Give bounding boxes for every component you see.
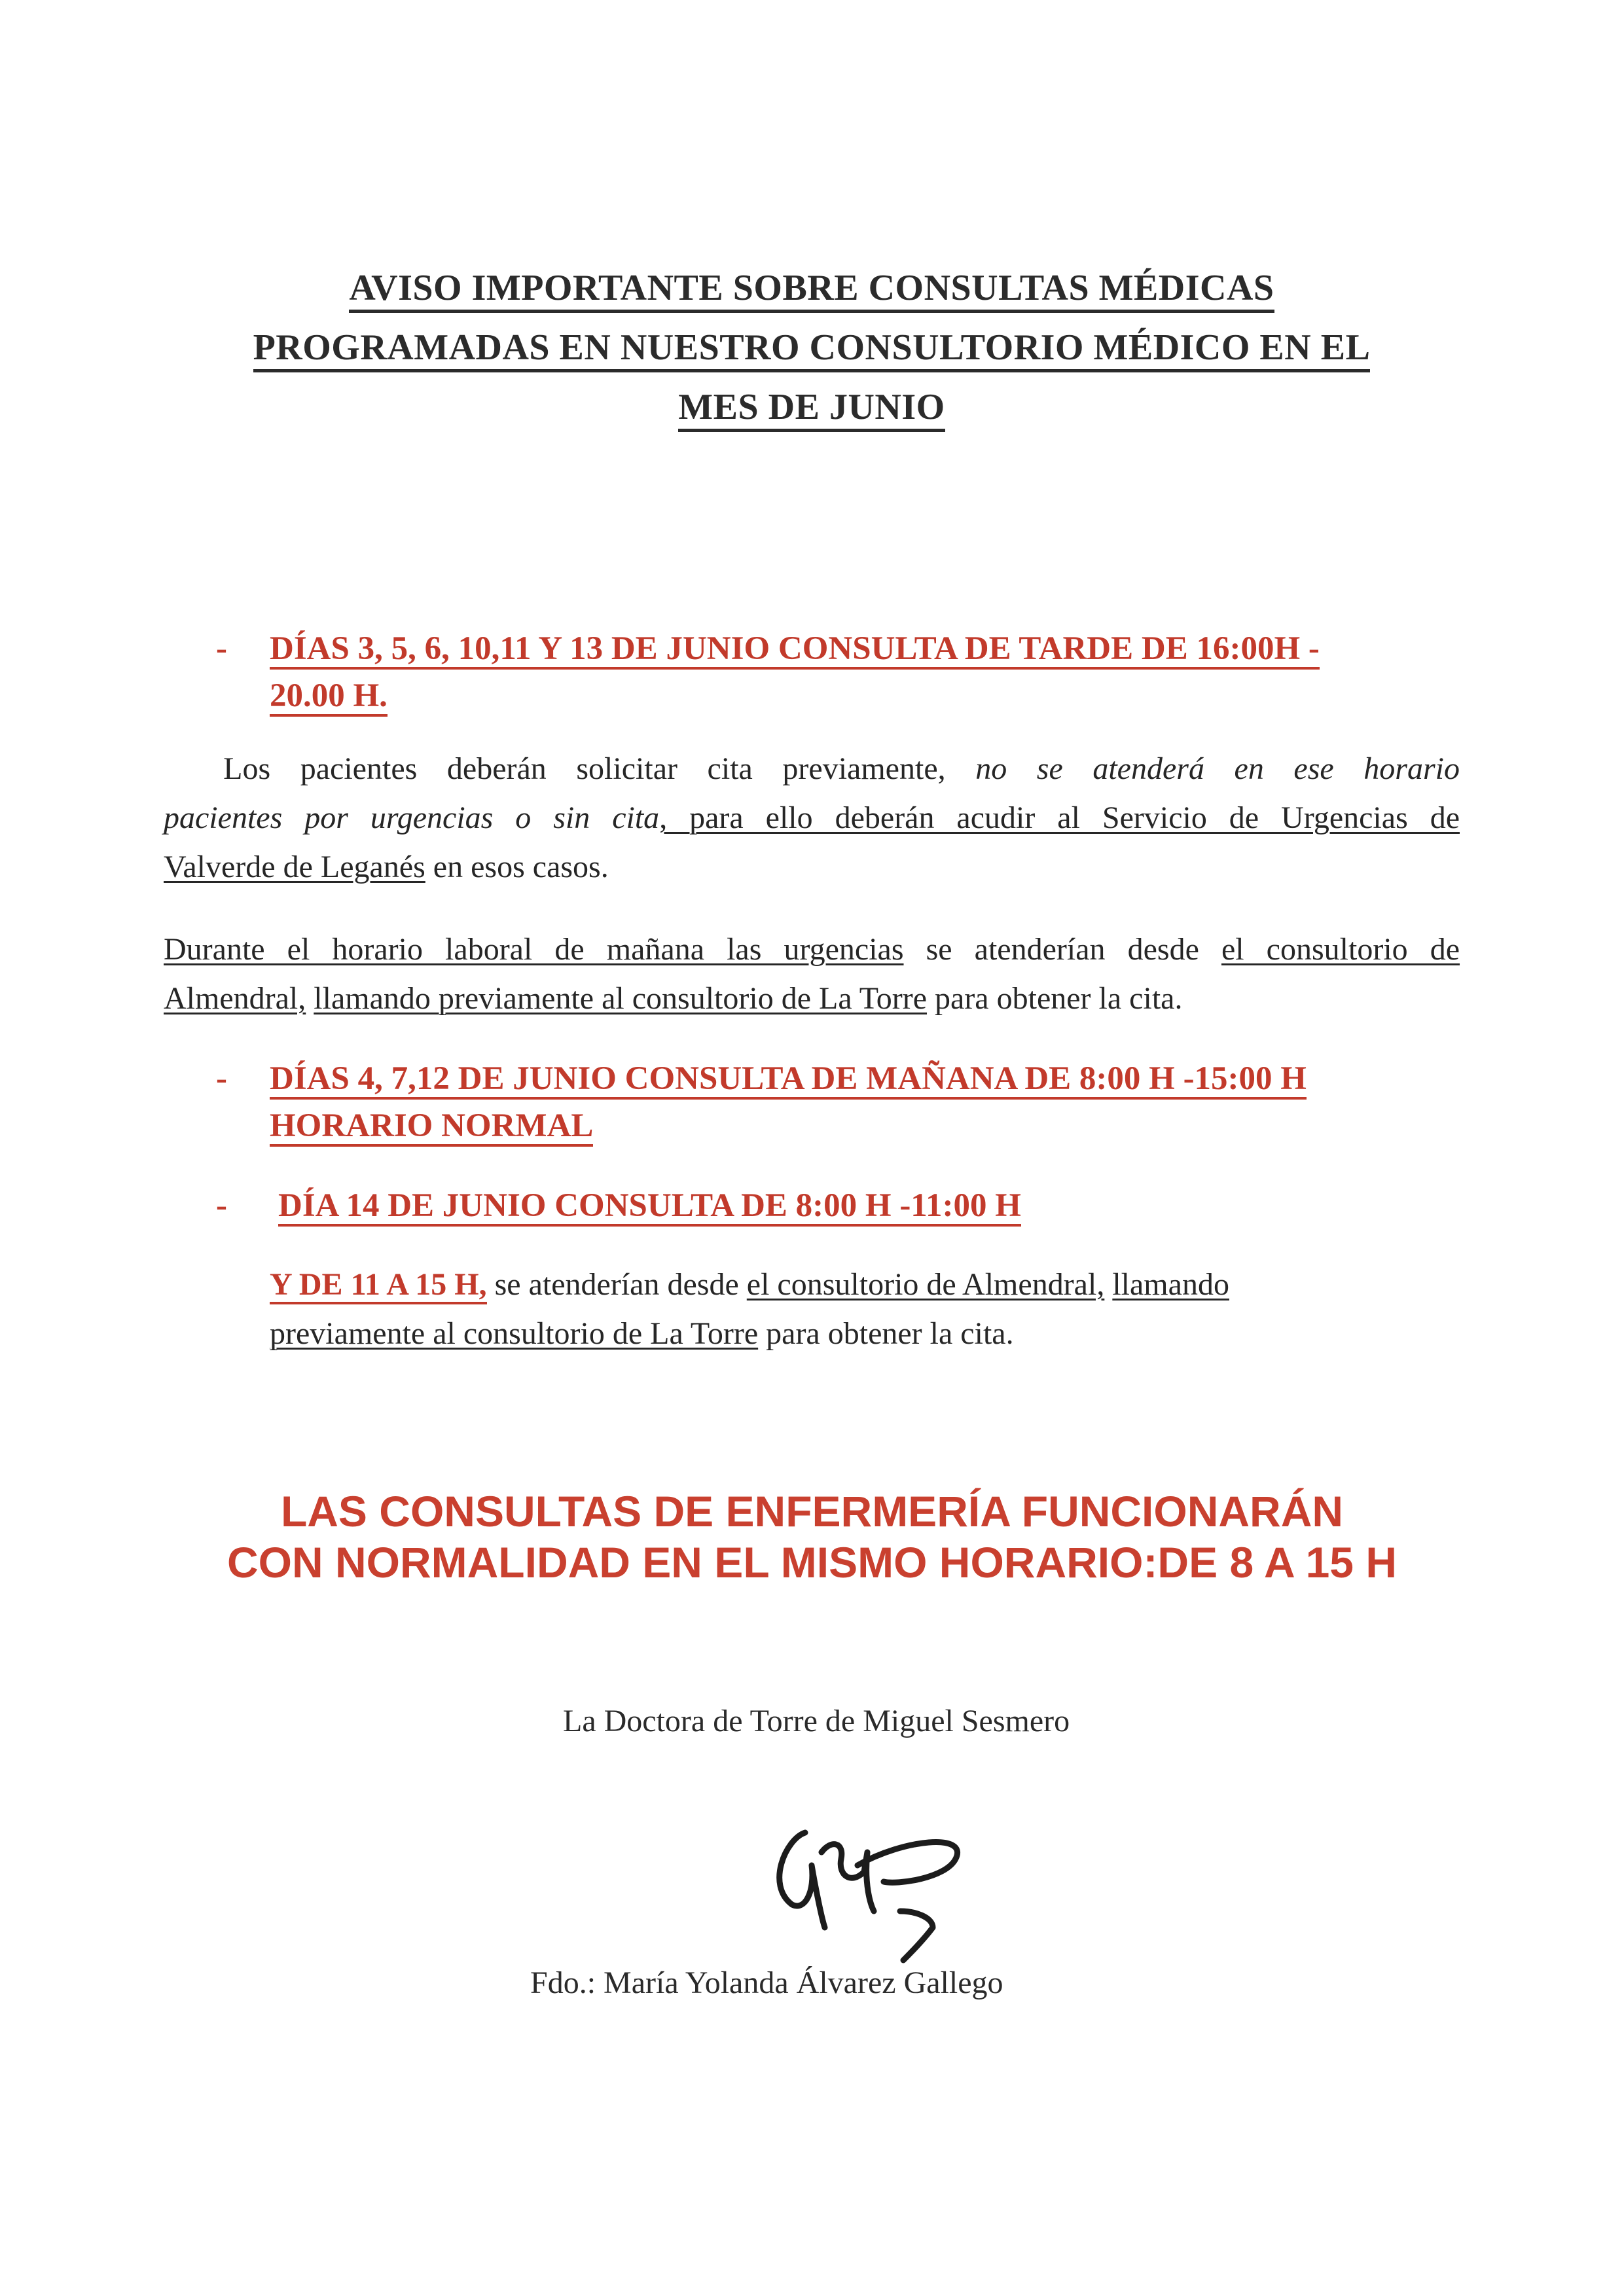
- patients-paragraph: [164, 744, 1460, 891]
- day14-paragraph-line-2: previamente al consultorio de La Torre para obtener la cita.: [270, 1316, 1014, 1351]
- bullet-dash: -: [216, 1187, 227, 1224]
- patients-paragraph-line-1: Los pacientes deberán solicitar cita previamente, no se atenderá en ese horario: [223, 751, 1460, 786]
- signature-name: Fdo.: María Yolanda Álvarez Gallego: [530, 1965, 1003, 2000]
- title-line-3: MES DE JUNIO: [164, 378, 1460, 437]
- bullet-dash: -: [216, 630, 227, 667]
- title-line-1: AVISO IMPORTANTE SOBRE CONSULTAS MÉDICAS: [164, 259, 1460, 318]
- schedule-item-afternoon-line-1: DÍAS 3, 5, 6, 10,11 Y 13 DE JUNIO CONSULTA DE TARDE DE 16:00H -: [270, 625, 1320, 672]
- schedule-item-afternoon-line-2: 20.00 H.: [270, 672, 388, 719]
- title-line-2: PROGRAMADAS EN NUESTRO CONSULTORIO MÉDICO EN EL: [164, 318, 1460, 378]
- patients-paragraph-line-2: pacientes por urgencias o sin cita, para ello deberán acudir al Servicio de Urgencias de: [164, 800, 1460, 835]
- nursing-notice: [0, 1486, 1624, 1588]
- urgencies-paragraph-line-2: Almendral, llamando previamente al consultorio de La Torre para obtener la cita.: [164, 981, 1183, 1016]
- signer-name: La Doctora de Torre de Miguel Sesmero: [563, 1704, 1070, 1738]
- bullet-dash: -: [216, 1060, 227, 1097]
- handwritten-signature: [759, 1813, 982, 1964]
- nursing-notice-line-1: LAS CONSULTAS DE ENFERMERÍA FUNCIONARÁN: [280, 1487, 1344, 1535]
- nursing-notice-line-2: CON NORMALIDAD EN EL MISMO HORARIO:DE 8 A 15 H: [227, 1538, 1397, 1587]
- day14-paragraph: [270, 1260, 1229, 1358]
- schedule-item-morning-line-1: DÍAS 4, 7,12 DE JUNIO CONSULTA DE MAÑANA DE 8:00 H -15:00 H: [270, 1055, 1307, 1102]
- day14-paragraph-line-1: Y DE 11 A 15 H, se atenderían desde el consultorio de Almendral, llamando: [270, 1260, 1229, 1309]
- schedule-item-morning-line-2: HORARIO NORMAL: [270, 1102, 593, 1149]
- schedule-item-day14-line-1: DÍA 14 DE JUNIO CONSULTA DE 8:00 H -11:00 H: [278, 1182, 1021, 1229]
- notice-title: [164, 259, 1460, 437]
- urgencies-paragraph: [164, 925, 1460, 1023]
- urgencies-paragraph-line-1: Durante el horario laboral de mañana las urgencias se atenderían desde el consultorio de: [164, 932, 1460, 967]
- patients-paragraph-line-3: Valverde de Leganés en esos casos.: [164, 850, 609, 884]
